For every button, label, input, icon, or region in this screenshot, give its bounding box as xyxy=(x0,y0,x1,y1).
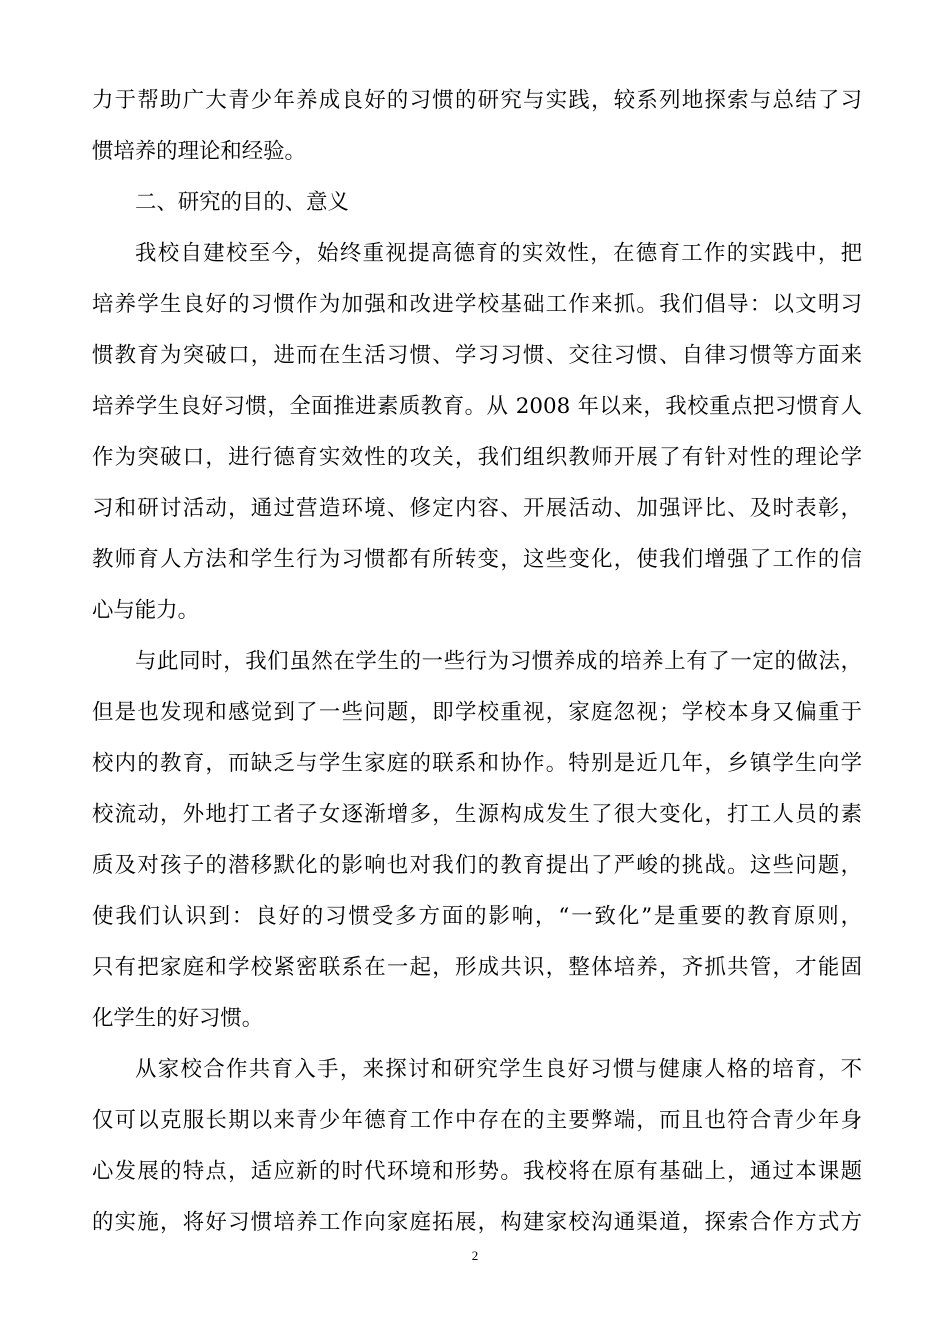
text-line: 与此同时，我们虽然在学生的一些行为习惯养成的培养上有了一定的做法， xyxy=(135,649,862,674)
text-line: 使我们认识到：良好的习惯受多方面的影响，“一致化”是重要的教育原则， xyxy=(92,904,862,929)
text-line: 培养学生良好习惯，全面推进素质教育。从 2008 年以来，我校重点把习惯育人 xyxy=(92,394,862,419)
section-heading: 二、研究的目的、意义 xyxy=(135,190,349,215)
text-line: 仅可以克服长期以来青少年德育工作中存在的主要弊端，而且也符合青少年身 xyxy=(92,1108,862,1133)
text-line: 习和研讨活动，通过营造环境、修定内容、开展活动、加强评比、及时表彰， xyxy=(92,496,862,521)
text-line: 校流动，外地打工者子女逐渐增多，生源构成发生了很大变化，打工人员的素 xyxy=(92,802,862,827)
text-line: 惯培养的理论和经验。 xyxy=(92,139,306,164)
text-line: 培养学生良好的习惯作为加强和改进学校基础工作来抓。我们倡导：以文明习 xyxy=(92,292,862,317)
text-line: 化学生的好习惯。 xyxy=(92,1006,264,1031)
text-line: 我校自建校至今，始终重视提高德育的实效性，在德育工作的实践中，把 xyxy=(135,241,862,266)
text-line: 质及对孩子的潜移默化的影响也对我们的教育提出了严峻的挑战。这些问题， xyxy=(92,853,862,878)
text-line: 教师育人方法和学生行为习惯都有所转变，这些变化，使我们增强了工作的信 xyxy=(92,547,862,572)
page-number: 2 xyxy=(471,1248,479,1263)
text-line: 的实施，将好习惯培养工作向家庭拓展，构建家校沟通渠道，探索合作方式方 xyxy=(92,1210,862,1235)
text-line: 惯教育为突破口，进而在生活习惯、学习习惯、交往习惯、自律习惯等方面来 xyxy=(92,343,862,368)
document-page xyxy=(92,86,862,1236)
text-line: 心发展的特点，适应新的时代环境和形势。我校将在原有基础上，通过本课题 xyxy=(92,1159,862,1184)
text-line: 校内的教育，而缺乏与学生家庭的联系和协作。特别是近几年，乡镇学生向学 xyxy=(92,751,862,776)
text-line: 只有把家庭和学校紧密联系在一起，形成共识，整体培养，齐抓共管，才能固 xyxy=(92,955,862,980)
text-line: 但是也发现和感觉到了一些问题，即学校重视，家庭忽视；学校本身又偏重于 xyxy=(92,700,862,725)
text-line: 力于帮助广大青少年养成良好的习惯的研究与实践，较系列地探索与总结了习 xyxy=(92,88,862,113)
text-line: 作为突破口，进行德育实效性的攻关，我们组织教师开展了有针对性的理论学 xyxy=(92,445,862,470)
text-line: 从家校合作共育入手，来探讨和研究学生良好习惯与健康人格的培育，不 xyxy=(135,1057,862,1082)
text-line: 心与能力。 xyxy=(92,598,199,623)
